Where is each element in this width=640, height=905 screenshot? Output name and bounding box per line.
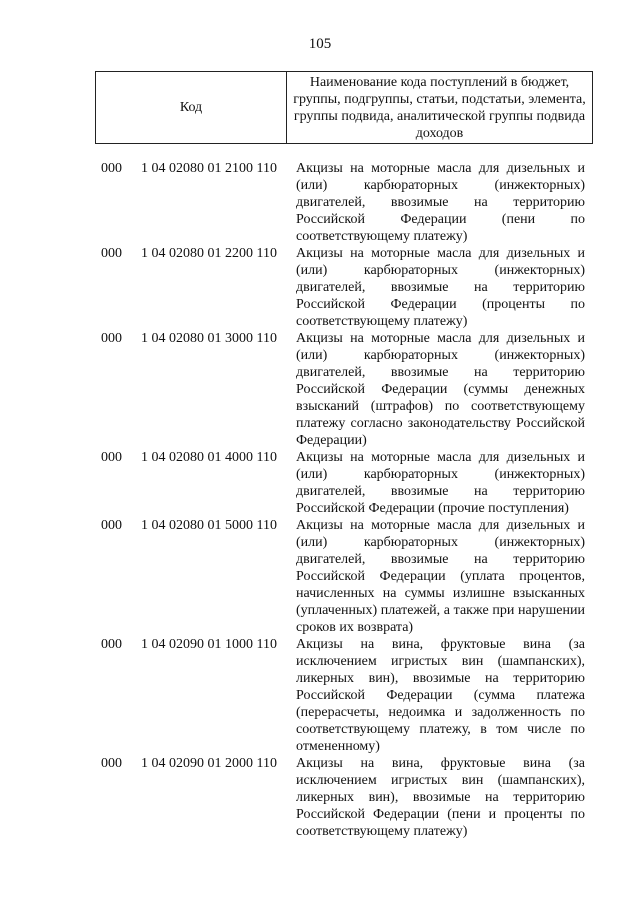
table-row: [0, 330, 640, 449]
page-number: 105: [308, 36, 332, 52]
revenue-code: 1 04 02080 01 5000 110: [141, 518, 277, 533]
admin-code: 000: [101, 756, 122, 771]
table-row: [0, 160, 640, 245]
table-body: [0, 160, 640, 840]
revenue-code: 1 04 02080 01 3000 110: [141, 331, 277, 346]
admin-code: 000: [101, 518, 122, 533]
table-row: [0, 755, 640, 840]
admin-code: 000: [101, 637, 122, 652]
revenue-code: 1 04 02090 01 2000 110: [141, 756, 277, 771]
header-name: Наименование кода поступлений в бюджет, группы, подгруппы, статьи, подстатьи, элемента, группы подвида, аналитической группы подвида доходов: [287, 72, 593, 144]
revenue-name: Акцизы на моторные масла для дизельных и (или) карбюраторных (инжекторных) двигателей, ввозимые на территорию Российской Федерации (пени по соответствующему платежу): [296, 161, 585, 244]
revenue-code: 1 04 02080 01 4000 110: [141, 450, 277, 465]
revenue-code: 1 04 02080 01 2100 110: [141, 161, 277, 176]
revenue-name: Акцизы на моторные масла для дизельных и (или) карбюраторных (инжекторных) двигателей, ввозимые на территорию Российской Федерации (уплата процентов, начисленных на суммы излишне взысканных (уплаченных) платежей, а также при нарушении сроков их возврата): [296, 518, 585, 635]
table-row: [0, 449, 640, 517]
header-code: Код: [96, 72, 287, 144]
revenue-code: 1 04 02090 01 1000 110: [141, 637, 277, 652]
table-row: [0, 636, 640, 755]
revenue-name: Акцизы на моторные масла для дизельных и (или) карбюраторных (инжекторных) двигателей, ввозимые на территорию Российской Федерации (прочие поступления): [296, 450, 585, 516]
admin-code: 000: [101, 450, 122, 465]
admin-code: 000: [101, 246, 122, 261]
table-row: [0, 245, 640, 330]
revenue-name: Акцизы на вина, фруктовые вина (за исключением игристых вин (шампанских), ликерных вин), ввозимые на территорию Российской Федерации (сумма платежа (перерасчеты, недоимка и задолженность по соответствующему платежу, в том числе по отмененному): [296, 637, 585, 754]
table-header: [95, 71, 593, 144]
admin-code: 000: [101, 161, 122, 176]
revenue-name: Акцизы на моторные масла для дизельных и (или) карбюраторных (инжекторных) двигателей, ввозимые на территорию Российской Федерации (проценты по соответствующему платежу): [296, 246, 585, 329]
revenue-name: Акцизы на моторные масла для дизельных и (или) карбюраторных (инжекторных) двигателей, ввозимые на территорию Российской Федерации (суммы денежных взысканий (штрафов) по соответствующему платежу согласно законодательству Российской Федерации): [296, 331, 585, 448]
revenue-code: 1 04 02080 01 2200 110: [141, 246, 277, 261]
revenue-name: Акцизы на вина, фруктовые вина (за исключением игристых вин (шампанских), ликерных вин), ввозимые на территорию Российской Федерации (пени и проценты по соответствующему платежу): [296, 756, 585, 839]
admin-code: 000: [101, 331, 122, 346]
table-row: [0, 517, 640, 636]
